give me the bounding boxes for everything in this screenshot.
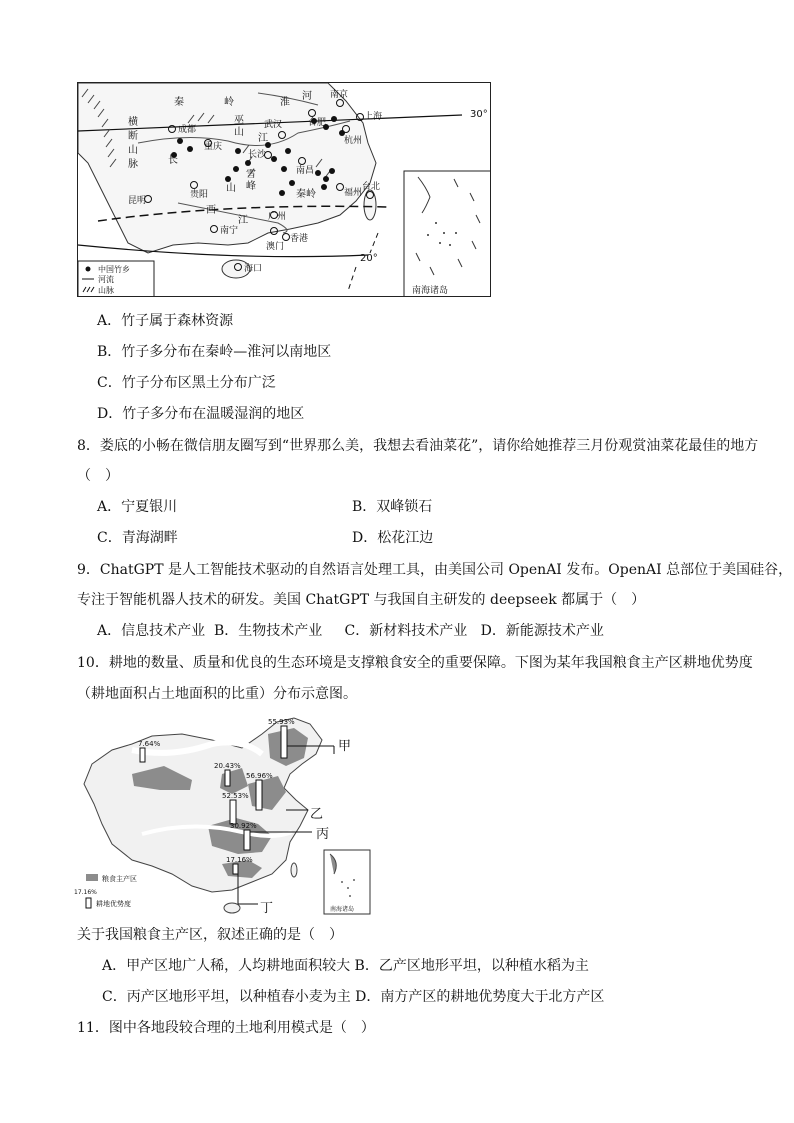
legend-river-label: 河流 bbox=[98, 275, 114, 284]
city-hangzhou: 杭州 bbox=[344, 136, 363, 146]
city-xianggang: 香港 bbox=[290, 234, 309, 244]
bamboo-distribution-map bbox=[77, 82, 491, 297]
lat20-label: 20° bbox=[360, 253, 378, 264]
inset-label-2: 南海诸岛 bbox=[330, 906, 355, 913]
legend-grain-label: 粮食主产区 bbox=[102, 875, 137, 883]
value-label-2: 55.93% bbox=[268, 718, 295, 726]
q7-option-c: C．竹子分布区黑土分布广泛 bbox=[97, 375, 276, 391]
legend-bar-label: 耕地优势度 bbox=[96, 900, 131, 908]
jiang-label: 江 bbox=[258, 133, 268, 144]
south-sea-inset-2 bbox=[324, 850, 370, 914]
city-taibei: 台北 bbox=[362, 182, 381, 192]
city-chongqing: 重庆 bbox=[204, 142, 223, 152]
heng-label: 横 bbox=[128, 117, 138, 128]
city-hefei: 合肥 bbox=[308, 118, 327, 128]
value-label-1: 7.64% bbox=[138, 740, 161, 748]
city-changsha: 长沙 bbox=[248, 150, 267, 160]
legend-sample-value: 17.16% bbox=[74, 889, 97, 896]
xi-label: 西 bbox=[206, 205, 216, 216]
south-sea-inset bbox=[404, 171, 491, 297]
q10-question: 关于我国粮食主产区，叙述正确的是（ ） bbox=[77, 927, 343, 943]
chang-label: 长 bbox=[168, 155, 178, 166]
legend-dot-icon bbox=[86, 267, 91, 272]
q7-option-a: A．竹子属于森林资源 bbox=[97, 313, 234, 329]
q7-option-d: D．竹子多分布在温暖湿润的地区 bbox=[97, 406, 305, 422]
city-haikou: 海口 bbox=[244, 264, 263, 274]
xuefeng-shan-label: 山 bbox=[226, 183, 236, 194]
mai-label: 脉 bbox=[128, 159, 138, 170]
latitude-20-line bbox=[78, 245, 368, 257]
mountain-qinling-label: 秦岭 bbox=[296, 189, 316, 200]
value-label-7: 17.16% bbox=[226, 856, 253, 864]
duan-label: 断 bbox=[128, 131, 138, 142]
city-kunming: 昆明 bbox=[128, 196, 147, 206]
jiang2-label: 江 bbox=[238, 215, 248, 226]
region-bing: 丙 bbox=[316, 827, 330, 842]
q9-stem-line2: 专注于智能机器人技术的研发。美国 ChatGPT 与我国自主研发的 deepseek 都属于（ ） bbox=[77, 592, 646, 608]
q8-option-b: B．双峰锁石 bbox=[352, 499, 433, 515]
hengduan-shan-label: 山 bbox=[128, 145, 138, 156]
city-chengdu: 成都 bbox=[178, 125, 197, 135]
city-guangzhou: 广州 bbox=[268, 212, 287, 222]
q10-options-ab: A．甲产区地广人稀，人均耕地面积较大 B．乙产区地形平坦，以种植水稻为主 bbox=[102, 958, 589, 974]
value-label-4: 56.96% bbox=[246, 772, 273, 780]
q10-stem-line1: 10．耕地的数量、质量和优良的生态环境是支撑粮食安全的重要保障。下图为某年我国粮食主产区耕地优势度 bbox=[77, 655, 753, 671]
city-aomen: 澳门 bbox=[266, 242, 285, 252]
city-guiyang: 贵阳 bbox=[190, 190, 209, 200]
hainan-island-2 bbox=[224, 903, 240, 913]
value-label-3: 20.43% bbox=[214, 762, 241, 770]
q8-stem: 8．娄底的小畅在微信朋友圈写到“世界那么美，我想去看油菜花”，请你给她推荐三月份观赏油菜花最佳的地方 bbox=[77, 438, 759, 454]
lat30-label: 30° bbox=[470, 109, 488, 120]
q8-option-c: C．青海湖畔 bbox=[97, 530, 178, 546]
he-label: 河 bbox=[302, 91, 312, 102]
qin-label: 秦 bbox=[174, 97, 184, 108]
sea-boundary-dash bbox=[370, 233, 378, 253]
q10-options-cd: C．丙产区地形平坦，以种植春小麦为主 D．南方产区的耕地优势度大于北方产区 bbox=[102, 989, 605, 1005]
value-label-6: 30.92% bbox=[230, 822, 257, 830]
cultivated-land-map bbox=[72, 714, 374, 919]
city-shanghai: 上海 bbox=[364, 112, 383, 122]
huai-label: 淮 bbox=[280, 97, 290, 108]
q8-option-a: A．宁夏银川 bbox=[97, 499, 178, 515]
sea-boundary-dash-2 bbox=[348, 267, 356, 291]
region-jia: 甲 bbox=[338, 739, 352, 754]
city-nanchang: 南昌 bbox=[296, 166, 315, 176]
q9-stem-line1: 9．ChatGPT 是人工智能技术驱动的自然语言处理工具，由美国公司 OpenAI 发布。OpenAI 总部位于美国硅谷， bbox=[77, 562, 793, 578]
xue-label: 雪 bbox=[246, 169, 256, 180]
city-nanjing: 南京 bbox=[330, 90, 349, 100]
q11-stem: 11．图中各地段较合理的土地利用模式是（ ） bbox=[77, 1020, 375, 1036]
legend-dot-label: 中国竹乡 bbox=[98, 265, 130, 274]
q9-options: A．信息技术产业 B．生物技术产业 C．新材料技术产业 D．新能源技术产业 bbox=[97, 623, 604, 639]
ling-label: 岭 bbox=[224, 97, 234, 108]
taiwan-island bbox=[364, 190, 376, 220]
q8-paren: （ ） bbox=[77, 468, 119, 484]
legend-bar-swatch bbox=[86, 898, 91, 908]
q7-option-b: B．竹子多分布在秦岭—淮河以南地区 bbox=[97, 344, 332, 360]
wushan-label: 山 bbox=[234, 127, 244, 138]
region-yi: 乙 bbox=[310, 807, 324, 822]
legend-grain-swatch bbox=[86, 874, 98, 881]
city-nanning: 南宁 bbox=[220, 226, 239, 236]
city-fuzhou: 福州 bbox=[344, 188, 363, 198]
q10-stem-line2: （耕地面积占土地面积的比重）分布示意图。 bbox=[77, 686, 357, 702]
legend-mountain-label: 山脉 bbox=[98, 286, 114, 295]
city-wuhan: 武汉 bbox=[264, 120, 283, 130]
taiwan-island-2 bbox=[291, 863, 297, 877]
wu-label: 巫 bbox=[234, 115, 244, 126]
q8-option-d: D．松花江边 bbox=[352, 530, 434, 546]
region-ding: 丁 bbox=[260, 901, 274, 916]
value-label-5: 52.53% bbox=[222, 792, 249, 800]
feng-label: 峰 bbox=[246, 181, 256, 192]
inset-label: 南海诸岛 bbox=[412, 286, 449, 296]
